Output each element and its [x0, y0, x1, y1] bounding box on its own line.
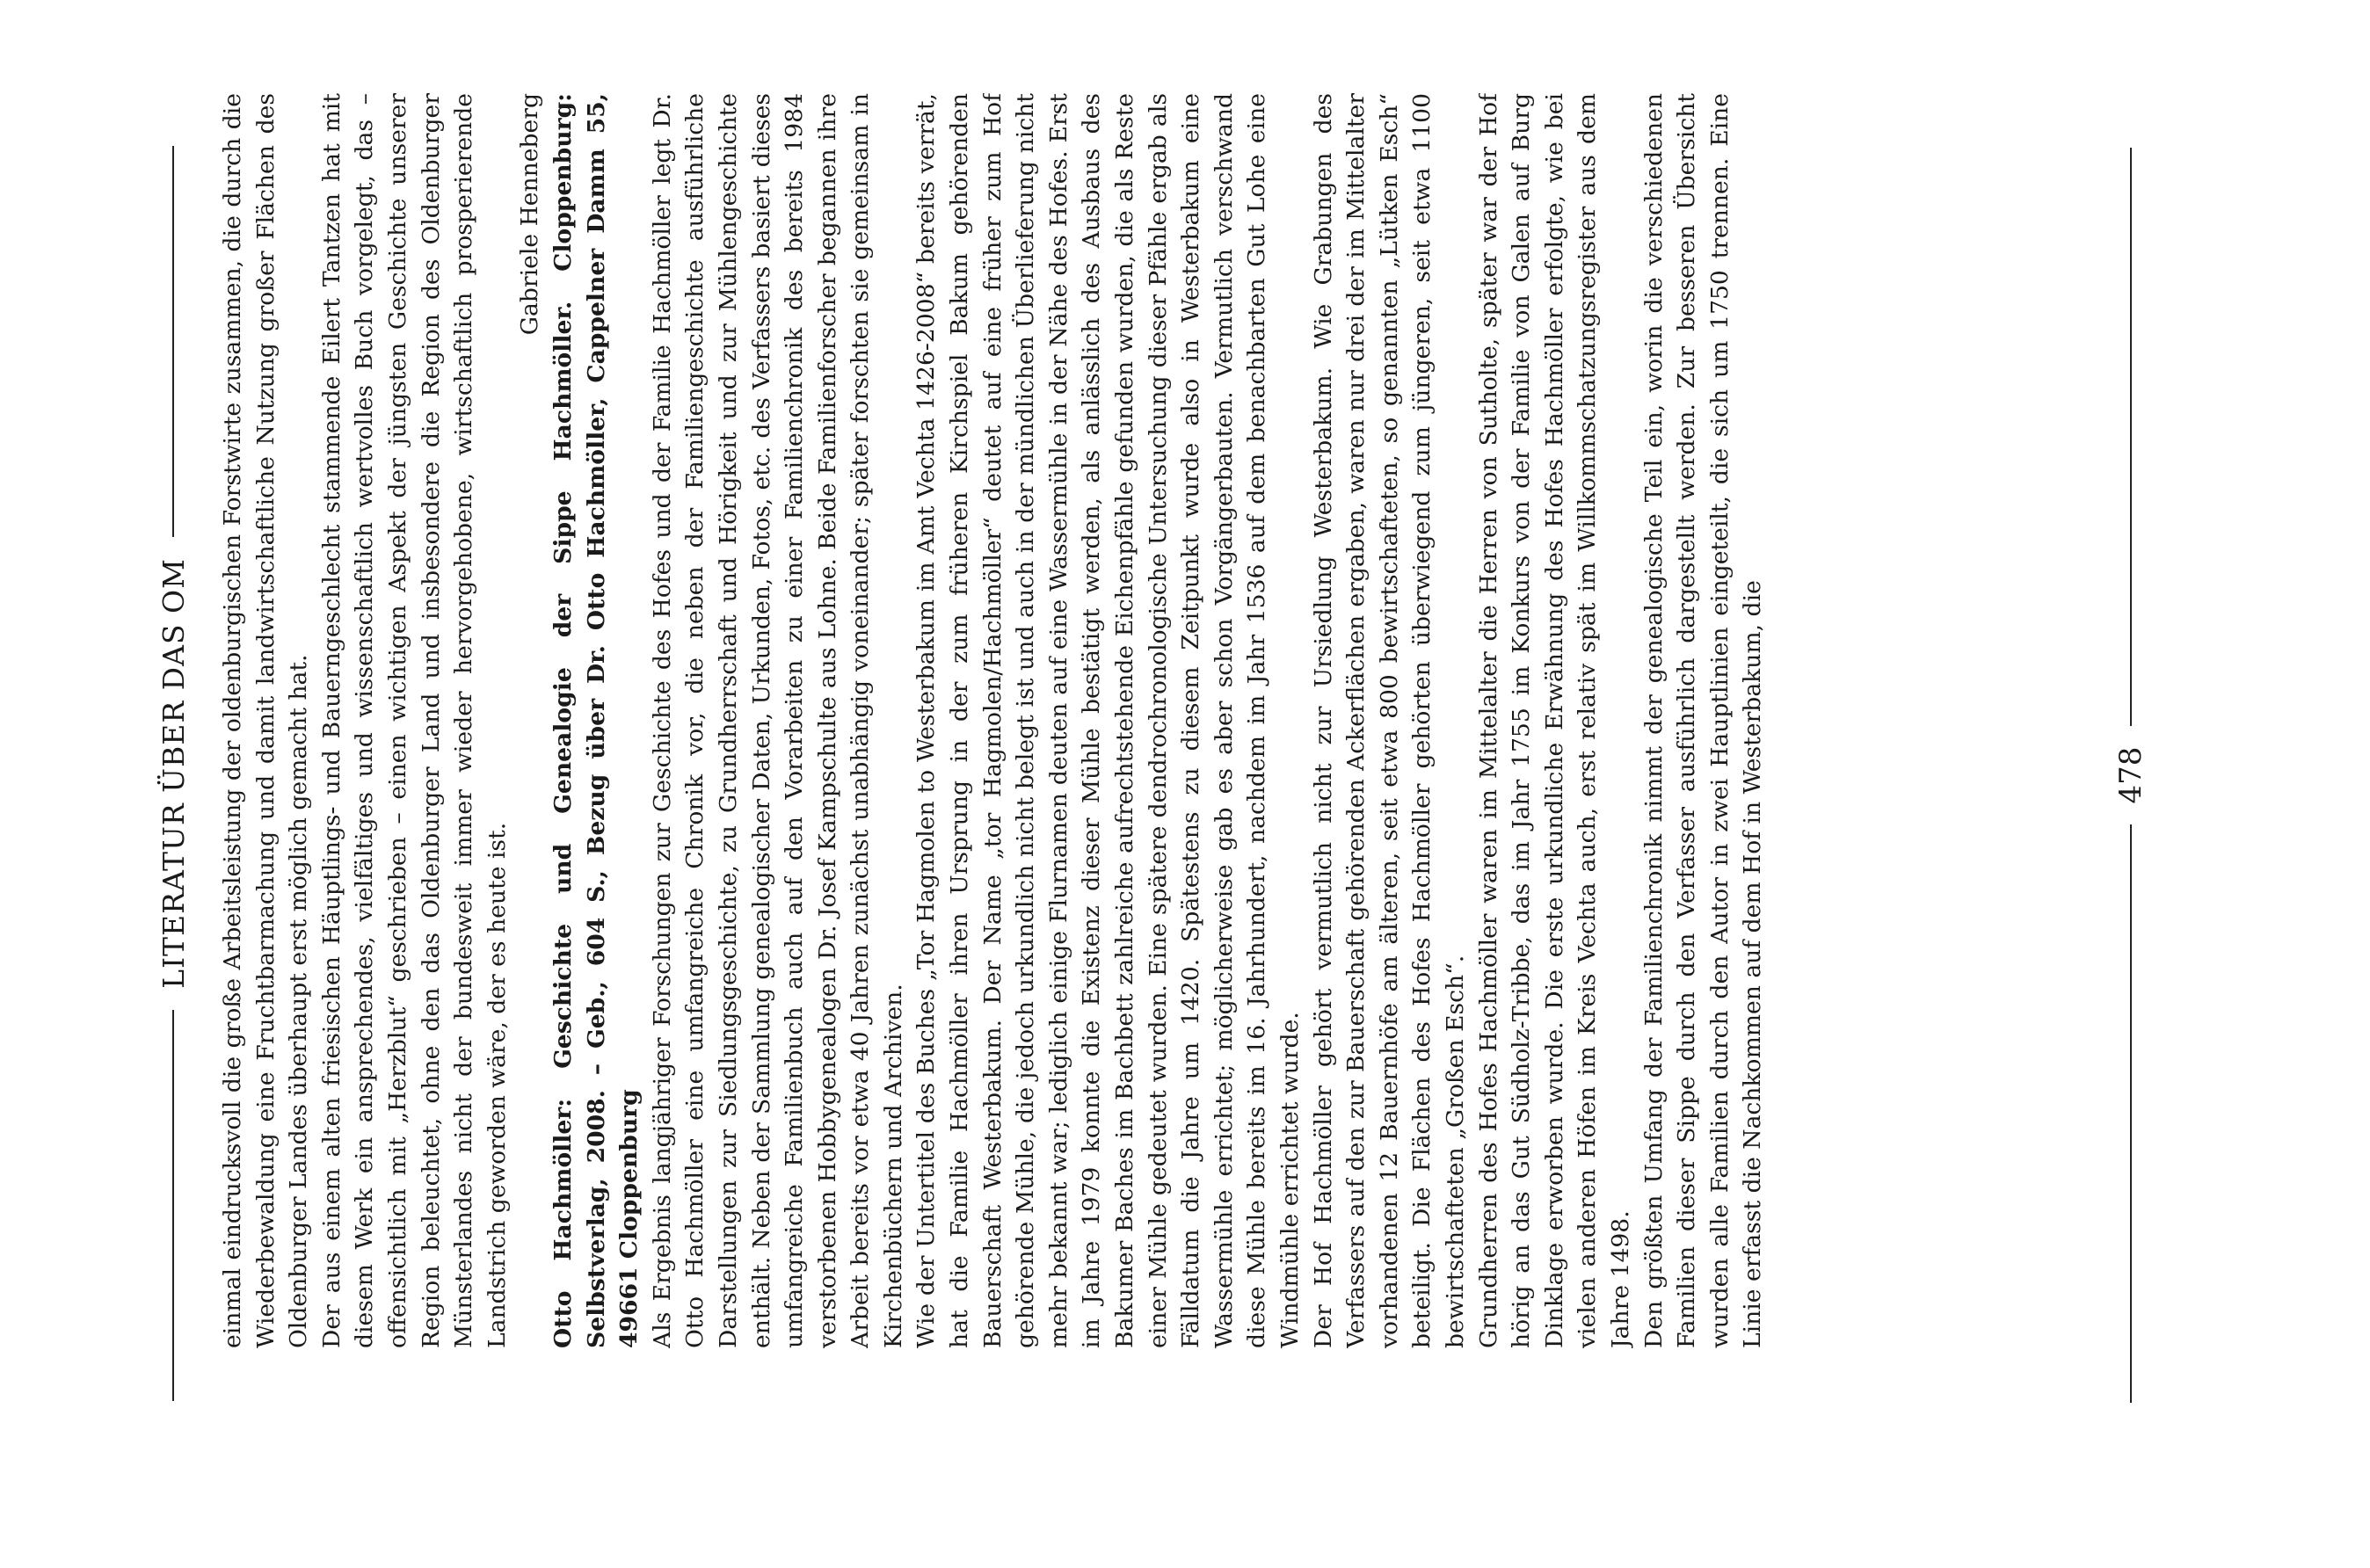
header-rule-right	[172, 146, 174, 537]
review2-paragraph: Der Hof Hachmöller gehört vermutlich nicht zur Ursiedlung Westerbakum. Wie Grabungen des Verfassers auf den zur Bauerschaft gehörenden Ackerflächen ergaben, waren nur drei der im Mittelalter vorhandenen 12 Bauernhöfe am älteren, seit etwa 800 bewirtschafteten, so genannten „Lütken Esch“ beteiligt. Die Flächen des Hofes Hachmöller gehörten überwiegend zum jüngeren, seit etwa 1100 bewirtschafteten „Großen Esch“.	[1309, 93, 1469, 1348]
review2-heading: Otto Hachmöller: Geschichte und Genealogie der Sippe Hachmöller. Cloppenburg: Selbstverlag, 2008. – Geb., 604 S., Bezug über Dr. Otto Hachmöller, Cappelner Damm 55, 49661 Cloppenburg	[549, 93, 643, 1348]
footer-rule-left	[2130, 824, 2132, 1403]
running-header	[151, 146, 195, 1401]
page-footer	[2110, 148, 2152, 1403]
footer-rule-right	[2130, 148, 2132, 726]
header-rule-left	[172, 1010, 174, 1401]
review1-paragraph: Der aus einem alten friesischen Häuptlings- und Bauerngeschlecht stammende Eilert Tantzen hat mit diesem Werk ein ansprechendes, vielfältiges und wissenschaftlich wertvolles Buch vorgelegt, das – offensichtlich mit „Herzblut“ geschrieben – einen wichtigen Aspekt der jüngsten Geschichte unserer Region beleuchtet, ohne den das Oldenburger Land und insbesondere die Region des Oldenburger Münsterlandes nicht der bundesweit immer wieder hervorgehobene, wirtschaftlich prosperierende Landstrich geworden wäre, der es heute ist.	[317, 93, 511, 1348]
page-body	[216, 93, 1939, 1348]
review2-paragraph: Wie der Untertitel des Buches „Tor Hagmolen to Westerbakum im Amt Vechta 1426-2008“ bereits verrät, hat die Familie Hachmöller ihren Ursprung in der zum früheren Kirchspiel Bakum gehörenden Bauerschaft Westerbakum. Der Name „tor Hagmolen/Hachmöller“ deutet auf eine früher zum Hof gehörende Mühle, die jedoch urkundlich nicht belegt ist und auch in der mündlichen Überlieferung nicht mehr bekannt war; lediglich einige Flurnamen deuten auf eine Wassermühle in der Nähe des Hofes. Erst im Jahre 1979 konnte die Existenz dieser Mühle bestätigt werden, als anlässlich des Ausbaus des Bakumer Baches im Bachbett zahlreiche aufrechtstehende Eichenpfähle gefunden wurden, die als Reste einer Mühle gedeutet wurden. Eine spätere dendrochronologische Untersuchung dieser Pfähle ergab als Fälldatum die Jahre um 1420. Spätestens zu diesem Zeitpunkt wurde also in Westerbakum eine Wassermühle errichtet; möglicherweise gab es aber schon Vorgängerbauten. Vermutlich verschwand diese Mühle bereits im 16. Jahrhundert, nachdem im Jahr 1536 auf dem benachbarten Gut Lohe eine Windmühle errichtet wurde.	[912, 93, 1304, 1348]
reviewer-signature: Gabriele Henneberg	[516, 93, 544, 336]
review1-paragraph: einmal eindrucksvoll die große Arbeitsleistung der oldenburgischen Forstwirte zusammen, die durch die Wiederbewaldung eine Fruchtbarmachung und damit landwirtschaftliche Nutzung großer Flächen des Oldenburger Landes überhaupt erst möglich gemacht hat.	[219, 93, 313, 1348]
review2-paragraph: Als Ergebnis langjähriger Forschungen zur Geschichte des Hofes und der Familie Hachmöller legt Dr. Otto Hachmöller eine umfangreiche Chronik vor, die neben der Familiengeschichte ausführliche Darstellungen zur Siedlungsgeschichte, zu Grundherrschaft und Hörigkeit und zur Mühlengeschichte enthält. Neben der Sammlung genealogischer Daten, Urkunden, Fotos, etc. des Verfassers basiert dieses umfangreiche Familienbuch auch auf den Vorarbeiten zu einer Familienchronik des bereits 1984 verstorbenen Hobbygenealogen Dr. Josef Kampschulte aus Lohne. Beide Familienforscher begannen ihre Arbeit bereits vor etwa 40 Jahren zunächst unabhängig voneinander; später forschten sie gemeinsam in Kirchenbüchern und Archiven.	[648, 93, 907, 1348]
running-header-title: LITERATUR ÜBER DAS OM	[156, 558, 191, 989]
review2-paragraph: Den größten Umfang der Familienchronik nimmt der genealogische Teil ein, worin die verschiedenen Familien dieser Sippe durch den Verfasser ausführlich dargestellt werden. Zur besseren Übersicht wurden alle Familien durch den Autor in zwei Hauptlinien eingeteilt, die sich um 1750 trennen. Eine Linie erfasst die Nachkommen auf dem Hof in Westerbakum, die	[1639, 93, 1767, 1348]
review2-paragraph: Grundherren des Hofes Hachmöller waren im Mittelalter die Herren von Sutholte, später war der Hof hörig an das Gut Südholz-Tribbe, das im Jahr 1755 im Konkurs von der Familie von Galen auf Burg Dinklage erworben wurde. Die erste urkundliche Erwähnung des Hofes Hachmöller erfolgte, wie bei vielen anderen Höfen im Kreis Vechta auch, erst relativ spät im Willkommschatzungsregister aus dem Jahre 1498.	[1474, 93, 1634, 1348]
page-number: 478	[2113, 746, 2148, 804]
